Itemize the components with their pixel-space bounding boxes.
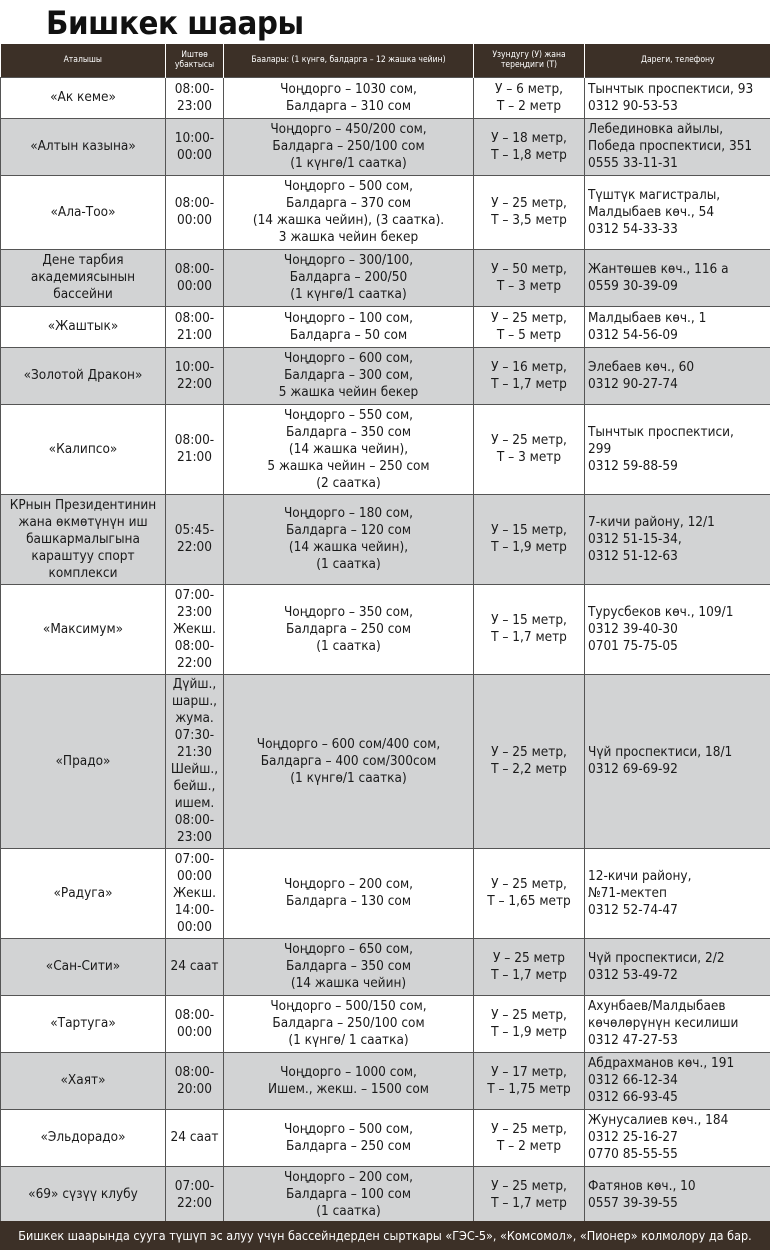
cell-name: «Ак кеме» — [1, 77, 166, 118]
table-body — [1, 77, 770, 1223]
cell-name: «Калипсо» — [1, 404, 166, 494]
table-row — [1, 249, 770, 306]
cell-price: Чоңдорго – 600 сом, Балдарга – 300 сом, 5 жашка чейин бекер — [224, 347, 474, 404]
header-hours: Иштөө убактысы — [166, 44, 224, 77]
cell-name: «Сан-Сити» — [1, 938, 166, 995]
cell-address: 12-кичи району, №71-мектеп 0312 52-74-47 — [585, 848, 770, 938]
cell-address: Чүй проспектиси, 2/2 0312 53-49-72 — [585, 938, 770, 995]
cell-size: У – 25 метр Т – 1,7 метр — [474, 938, 585, 995]
table-row — [1, 1052, 770, 1109]
cell-address: Түштүк магистралы, Малдыбаев көч., 54 0312 54-33-33 — [585, 175, 770, 249]
table-row — [1, 347, 770, 404]
cell-price: Чоңдорго – 350 сом, Балдарга – 250 сом (1 саатка) — [224, 584, 474, 674]
cell-address: Жунусалиев көч., 184 0312 25-16-27 0770 85-55-55 — [585, 1109, 770, 1166]
table-row — [1, 1109, 770, 1166]
cell-name: «Прадо» — [1, 674, 166, 848]
cell-size: У – 25 метр, Т – 1,65 метр — [474, 848, 585, 938]
cell-hours: 24 саат — [166, 1109, 224, 1166]
cell-hours: 08:00- 00:00 — [166, 249, 224, 306]
cell-address: Чүй проспектиси, 18/1 0312 69-69-92 — [585, 674, 770, 848]
table-header-row — [1, 44, 770, 77]
table-row — [1, 306, 770, 347]
cell-size: У – 18 метр, Т – 1,8 метр — [474, 118, 585, 175]
cell-address: Малдыбаев көч., 1 0312 54-56-09 — [585, 306, 770, 347]
cell-address: Тынчтык проспектиси, 93 0312 90-53-53 — [585, 77, 770, 118]
page-title: Бишкек шаары — [46, 4, 304, 42]
cell-size: У – 25 метр, Т – 3 метр — [474, 404, 585, 494]
cell-name: Дене тарбия академиясынын бассейни — [1, 249, 166, 306]
header-size: Узундугу (У) жана тереңдиги (Т) — [474, 44, 585, 77]
table-row — [1, 1166, 770, 1223]
cell-price: Чоңдорго – 100 сом, Балдарга – 50 сом — [224, 306, 474, 347]
cell-address: Абдрахманов көч., 191 0312 66-12-34 0312 66-93-45 — [585, 1052, 770, 1109]
cell-size: У – 25 метр, Т – 5 метр — [474, 306, 585, 347]
cell-name: «69» сүзүү клубу — [1, 1166, 166, 1223]
cell-name: «Жаштык» — [1, 306, 166, 347]
cell-hours: 10:00- 22:00 — [166, 347, 224, 404]
cell-price: Чоңдорго – 180 сом, Балдарга – 120 сом (14 жашка чейин), (1 саатка) — [224, 494, 474, 584]
cell-hours: Дүйш., шарш., жума. 07:30- 21:30 Шейш., бейш., ишем. 08:00- 23:00 — [166, 674, 224, 848]
table-row — [1, 494, 770, 584]
cell-name: «Максимум» — [1, 584, 166, 674]
cell-price: Чоңдорго – 200 сом, Балдарга – 130 сом — [224, 848, 474, 938]
cell-address: Жантөшев көч., 116 а 0559 30-39-09 — [585, 249, 770, 306]
pools-table — [0, 44, 770, 1224]
cell-address: Тынчтык проспектиси, 299 0312 59-88-59 — [585, 404, 770, 494]
cell-size: У – 50 метр, Т – 3 метр — [474, 249, 585, 306]
cell-address: 7-кичи району, 12/1 0312 51-15-34, 0312 51-12-63 — [585, 494, 770, 584]
cell-name: «Эльдорадо» — [1, 1109, 166, 1166]
cell-name: «Тартуга» — [1, 995, 166, 1052]
cell-hours: 07:00- 23:00 Жекш. 08:00- 22:00 — [166, 584, 224, 674]
cell-price: Чоңдорго – 200 сом, Балдарга – 100 сом (1 саатка) — [224, 1166, 474, 1223]
cell-hours: 07:00- 00:00 Жекш. 14:00- 00:00 — [166, 848, 224, 938]
cell-size: У – 25 метр, Т – 2,2 метр — [474, 674, 585, 848]
cell-hours: 08:00- 21:00 — [166, 404, 224, 494]
cell-name: «Алтын казына» — [1, 118, 166, 175]
cell-hours: 08:00- 21:00 — [166, 306, 224, 347]
cell-hours: 08:00- 20:00 — [166, 1052, 224, 1109]
cell-name: КРнын Президентинин жана өкмөтүнүн иш башкармалыгына караштуу спорт комплекси — [1, 494, 166, 584]
table-row — [1, 674, 770, 848]
cell-price: Чоңдорго – 450/200 сом, Балдарга – 250/100 сом (1 күнгө/1 саатка) — [224, 118, 474, 175]
cell-hours: 05:45- 22:00 — [166, 494, 224, 584]
cell-size: У – 6 метр, Т – 2 метр — [474, 77, 585, 118]
cell-price: Чоңдорго – 300/100, Балдарга – 200/50 (1 күнгө/1 саатка) — [224, 249, 474, 306]
cell-price: Чоңдорго – 600 сом/400 сом, Балдарга – 400 сом/300сом (1 күнгө/1 саатка) — [224, 674, 474, 848]
cell-name: «Хаят» — [1, 1052, 166, 1109]
table-row — [1, 848, 770, 938]
table-row — [1, 77, 770, 118]
table-row — [1, 584, 770, 674]
cell-size: У – 25 метр, Т – 1,9 метр — [474, 995, 585, 1052]
table-row — [1, 118, 770, 175]
table-row — [1, 938, 770, 995]
cell-price: Чоңдорго – 1000 сом, Ишем., жекш. – 1500 сом — [224, 1052, 474, 1109]
cell-address: Турусбеков көч., 109/1 0312 39-40-30 0701 75-75-05 — [585, 584, 770, 674]
cell-hours: 08:00- 00:00 — [166, 175, 224, 249]
cell-size: У – 15 метр, Т – 1,9 метр — [474, 494, 585, 584]
cell-hours: 24 саат — [166, 938, 224, 995]
cell-size: У – 15 метр, Т – 1,7 метр — [474, 584, 585, 674]
cell-name: «Золотой Дракон» — [1, 347, 166, 404]
cell-size: У – 16 метр, Т – 1,7 метр — [474, 347, 585, 404]
footer-note: Бишкек шаарында сууга түшүп эс алуу үчүн бассейндерден сырткары «ГЭС-5», «Комсомол», «Пионер» колмолору да бар. — [0, 1221, 770, 1250]
cell-price: Чоңдорго – 500 сом, Балдарга – 370 сом (14 жашка чейин), (3 саатка). 3 жашка чейин бекер — [224, 175, 474, 249]
cell-size: У – 25 метр, Т – 3,5 метр — [474, 175, 585, 249]
cell-address: Элебаев көч., 60 0312 90-27-74 — [585, 347, 770, 404]
cell-size: У – 25 метр, Т – 2 метр — [474, 1109, 585, 1166]
cell-price: Чоңдорго – 550 сом, Балдарга – 350 сом (14 жашка чейин), 5 жашка чейин – 250 сом (2 саатка) — [224, 404, 474, 494]
cell-price: Чоңдорго – 500 сом, Балдарга – 250 сом — [224, 1109, 474, 1166]
table-row — [1, 404, 770, 494]
cell-hours: 08:00- 23:00 — [166, 77, 224, 118]
cell-price: Чоңдорго – 650 сом, Балдарга – 350 сом (14 жашка чейин) — [224, 938, 474, 995]
table-row — [1, 995, 770, 1052]
cell-price: Чоңдорго – 500/150 сом, Балдарга – 250/100 сом (1 күнгө/ 1 саатка) — [224, 995, 474, 1052]
cell-name: «Ала-Тоо» — [1, 175, 166, 249]
table-row — [1, 175, 770, 249]
header-address: Дареги, телефону — [585, 44, 770, 77]
header-name: Аталышы — [1, 44, 166, 77]
cell-size: У – 17 метр, Т – 1,75 метр — [474, 1052, 585, 1109]
cell-address: Лебединовка айылы, Победа проспектиси, 351 0555 33-11-31 — [585, 118, 770, 175]
cell-address: Ахунбаев/Малдыбаев көчөлөрүнүн кесилиши 0312 47-27-53 — [585, 995, 770, 1052]
cell-hours: 08:00- 00:00 — [166, 995, 224, 1052]
cell-price: Чоңдорго – 1030 сом, Балдарга – 310 сом — [224, 77, 474, 118]
cell-name: «Радуга» — [1, 848, 166, 938]
header-price: Баалары: (1 күнгө, балдарга – 12 жашка чейин) — [224, 44, 474, 77]
cell-size: У – 25 метр, Т – 1,7 метр — [474, 1166, 585, 1223]
cell-address: Фатянов көч., 10 0557 39-39-55 — [585, 1166, 770, 1223]
cell-hours: 10:00- 00:00 — [166, 118, 224, 175]
cell-hours: 07:00- 22:00 — [166, 1166, 224, 1223]
